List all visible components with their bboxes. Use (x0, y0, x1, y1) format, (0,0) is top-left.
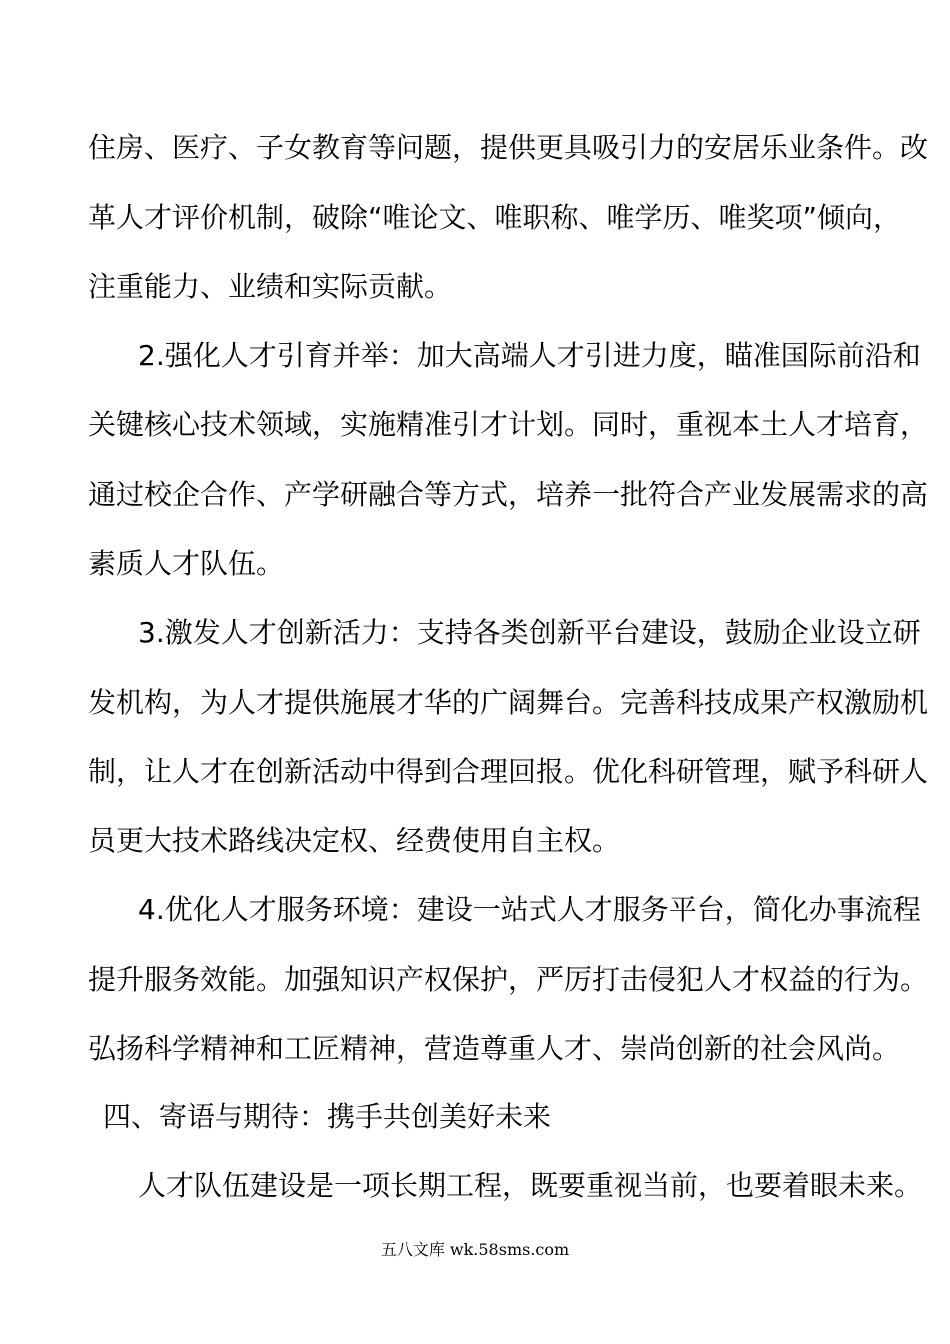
footer-watermark: 五八文库 wk.58sms.com (380, 1240, 570, 1259)
body-line: 关键核心技术领域，实施精准引才计划。同时，重视本土人才培育， (88, 408, 929, 441)
section-heading: 四、寄语与期待：携手共创美好未来 (103, 1100, 552, 1133)
body-line: 制，让人才在创新活动中得到合理回报。优化科研管理，赋予科研人 (88, 755, 929, 788)
body-line: 住房、医疗、子女教育等问题，提供更具吸引力的安居乐业条件。改 (88, 131, 929, 164)
body-line: 提升服务效能。加强知识产权保护，严厉打击侵犯人才权益的行为。 (88, 963, 929, 996)
paragraph-5-start: 人才队伍建设是一项长期工程，既要重视当前，也要着眼未来。 (138, 1169, 923, 1202)
body-line: 弘扬科学精神和工匠精神，营造尊重人才、崇尚创新的社会风尚。 (88, 1032, 901, 1065)
body-line: 素质人才队伍。 (88, 547, 285, 580)
body-line: 员更大技术路线决定权、经费使用自主权。 (88, 824, 621, 857)
body-line: 注重能力、业绩和实际贡献。 (88, 270, 453, 303)
body-line: 通过校企合作、产学研融合等方式，培养一批符合产业发展需求的高 (88, 478, 929, 511)
paragraph-3-start: 3.激发人才创新活力：支持各类创新平台建设，鼓励企业设立研 (138, 616, 921, 649)
body-line: 革人才评价机制，破除“唯论文、唯职称、唯学历、唯奖项”倾向， (88, 201, 902, 234)
paragraph-4-start: 4.优化人才服务环境：建设一站式人才服务平台，简化办事流程 (138, 893, 921, 926)
paragraph-2-start: 2.强化人才引育并举：加大高端人才引进力度，瞄准国际前沿和 (138, 339, 921, 372)
body-line: 发机构，为人才提供施展才华的广阔舞台。完善科技成果产权激励机 (88, 686, 929, 719)
